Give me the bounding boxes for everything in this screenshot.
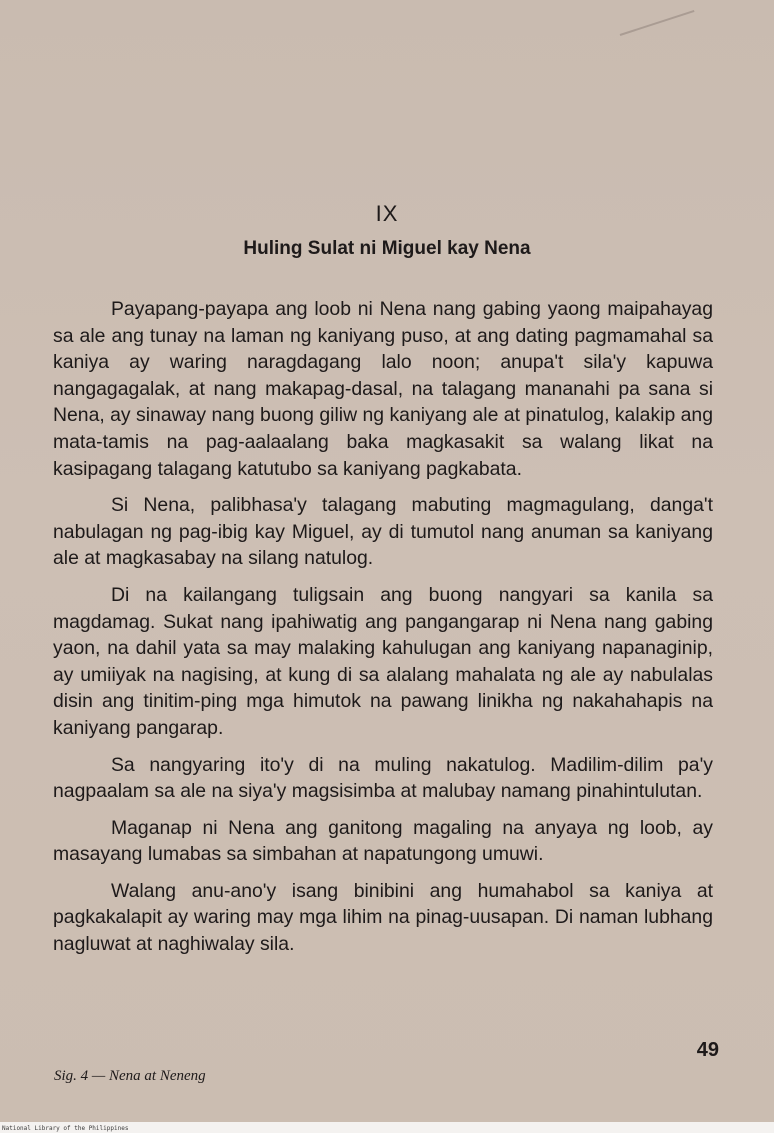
signature-mark: Sig. 4 — Nena at Neneng [54, 1068, 206, 1084]
paragraph: Sa nangyaring ito'y di na muling nakatulog. Madilim-dilim pa'y nagpaalam sa ale na siya'y magsisimba at malubay namang pinahintulutan. [53, 753, 713, 803]
pencil-mark [620, 10, 695, 36]
paragraph: Payapang-payapa ang loob ni Nena nang gabing yaong maipahayag sa ale ang tunay na laman ng kaniyang puso, at ang dating pagmamahal sa kaniya ay waring naragdagang lalo noon; anupa't sila'y kapuwa nangagagalak, at nang makapag-dasal, na talagang mananahi pa sana si Nena, ay sinaway nang buong giliw ng kaniyang ale at pinatulog, kalakip ang mata-tamis na pag-aalaalang baka magkasakit sa walang likat na kasipagang talagang katutubo sa kaniyang pagkabata. [53, 298, 713, 480]
paragraph: Di na kailangang tuligsain ang buong nangyari sa kanila sa magdamag. Sukat nang ipahiwatig ang pangangarap ni Nena nang gabing yaon, na dahil yata sa may malaking kahulugan ang kaniyang napanaginip, ay umiiyak na nagising, at kung di sa alalang mahalata ng ale ay nabulalas disin ang tinitim-ping mga himutok na pawang linikha ng nakahahapis na kaniyang pangarap. [53, 583, 713, 739]
chapter-body [53, 296, 713, 968]
paragraph: Si Nena, palibhasa'y talagang mabuting magmagulang, danga't nabulagan ng pag-ibig kay Miguel, ay di tumutol nang anuman sa kaniyang ale at magkasabay na silang natulog. [53, 494, 713, 570]
chapter-number: IX [375, 201, 399, 226]
paragraph: Maganap ni Nena ang ganitong magaling na anyaya ng loob, ay masayang lumabas sa simbahan at napatungong umuwi. [53, 816, 713, 866]
paragraph: Walang anu-ano'y isang binibini ang humahabol sa kaniya at pagkakalapit ay waring may mga lihim na pinag-uusapan. Di naman lubhang nagluwat at naghiwalay sila. [53, 879, 713, 956]
library-credit: National Library of the Philippines [2, 1125, 129, 1132]
chapter-title: Huling Sulat ni Miguel kay Nena [243, 238, 531, 259]
page-number: 49 [696, 1039, 719, 1061]
